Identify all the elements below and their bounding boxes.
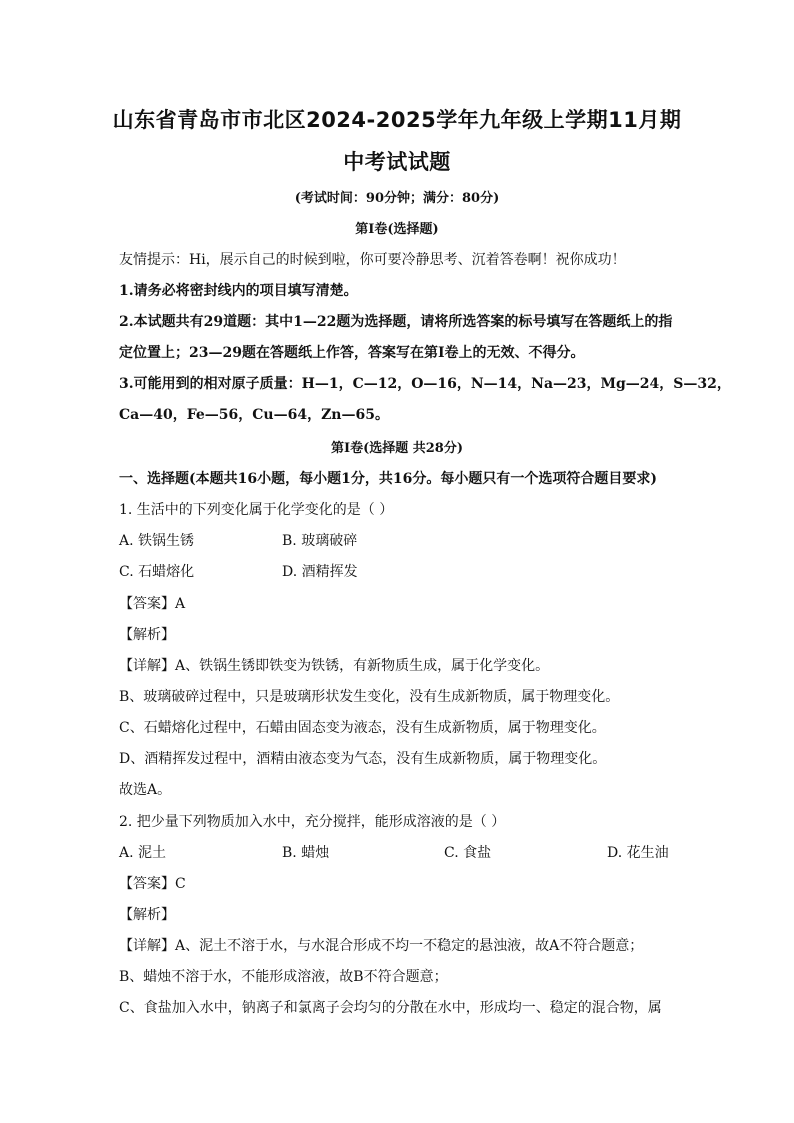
- q1-detail-2: B、玻璃破碎过程中，只是玻璃形状发生变化，没有生成新物质，属于物理变化。: [119, 689, 620, 705]
- exam-info: (考试时间：90分钟；满分：80分): [294, 191, 500, 206]
- q2-option-d: D. 花生油: [607, 845, 669, 861]
- q1-option-b: B. 玻璃破碎: [282, 533, 358, 549]
- q1-option-a: A. 铁锅生锈: [119, 533, 195, 549]
- q1-detail-1: 【详解】A、铁锅生锈即铁变为铁锈，有新物质生成，属于化学变化。: [119, 658, 550, 674]
- q1-conclusion: 故选A。: [119, 782, 172, 798]
- q1-detail-4: D、酒精挥发过程中，酒精由液态变为气态，没有生成新物质，属于物理变化。: [119, 751, 607, 767]
- q2-answer: 【答案】C: [119, 876, 186, 892]
- volume-heading: 第Ⅰ卷(选择题): [355, 222, 439, 237]
- q2-analysis-label: 【解析】: [119, 907, 175, 923]
- part-one-heading: 一、选择题(本题共16小题，每小题1分，共16分。每小题只有一个选项符合题目要求): [119, 471, 657, 487]
- q2-detail-2: B、蜡烛不溶于水，不能形成溶液，故B不符合题意；: [119, 969, 448, 985]
- q1-answer: 【答案】A: [119, 596, 186, 612]
- q2-option-a: A. 泥土: [119, 845, 167, 861]
- notice-rule-2b: 定位置上；23—29题在答题纸上作答，答案写在第Ⅰ卷上的无效、不得分。: [119, 345, 585, 361]
- q1-option-c: C. 石蜡熔化: [119, 564, 195, 580]
- q2-option-c: C. 食盐: [444, 845, 492, 861]
- q2-detail-1: 【详解】A、泥土不溶于水，与水混合形成不均一不稳定的悬浊液，故A不符合题意；: [119, 938, 644, 954]
- notice-rule-3b: Ca—40，Fe—56，Cu—64，Zn—65。: [119, 407, 389, 423]
- q1-detail-3: C、石蜡熔化过程中，石蜡由固态变为液态，没有生成新物质，属于物理变化。: [119, 720, 606, 736]
- q2-detail-3: C、食盐加入水中，钠离子和氯离子会均匀的分散在水中，形成均一、稳定的混合物，属: [119, 1000, 662, 1016]
- q1-option-d: D. 酒精挥发: [282, 564, 358, 580]
- section-heading: 第Ⅰ卷(选择题 共28分): [331, 441, 463, 456]
- notice-greeting: 友情提示：Hi，展示自己的时候到啦，你可要冷静思考、沉着答卷啊！祝你成功！: [119, 252, 626, 268]
- notice-rule-1: 1.请务必将密封线内的项目填写清楚。: [119, 283, 358, 299]
- q1-stem: 1. 生活中的下列变化属于化学变化的是（ ）: [119, 502, 394, 518]
- title-line-1: 山东省青岛市市北区2024-2025学年九年级上学期11月期: [112, 108, 682, 132]
- notice-rule-2a: 2.本试题共有29道题：其中1—22题为选择题，请将所选答案的标号填写在答题纸上的指: [119, 314, 673, 330]
- q2-option-b: B. 蜡烛: [282, 845, 330, 861]
- q2-stem: 2. 把少量下列物质加入水中，充分搅拌，能形成溶液的是（ ）: [119, 814, 506, 830]
- notice-rule-3a: 3.可能用到的相对原子质量：H—1，C—12，O—16，N—14，Na—23，Mg—24，S—32，: [119, 376, 731, 392]
- title-line-2: 中考试试题: [343, 150, 451, 174]
- q1-analysis-label: 【解析】: [119, 627, 175, 643]
